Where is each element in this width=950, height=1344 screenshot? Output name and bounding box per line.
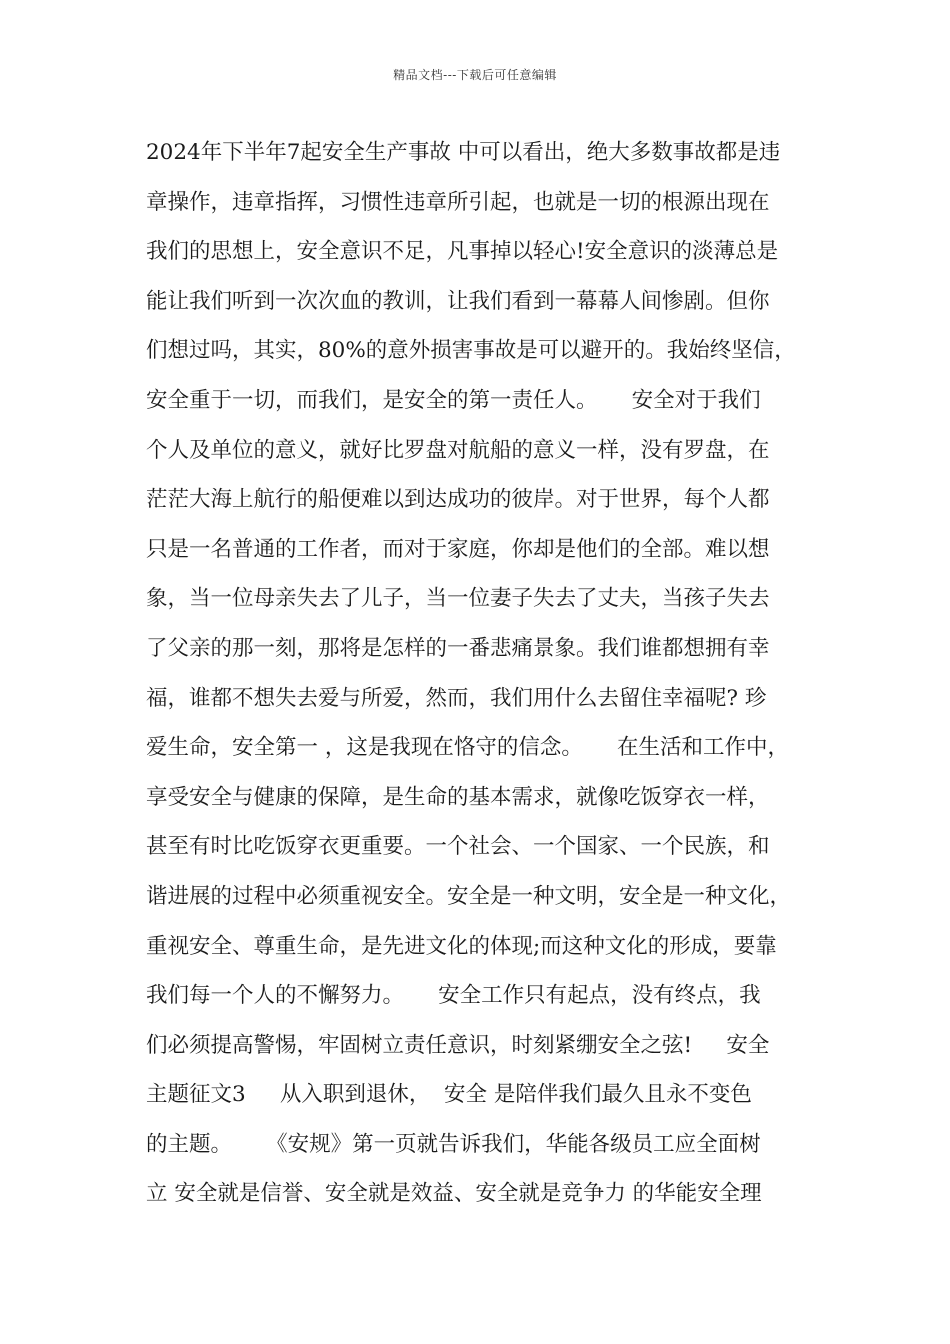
body-line: 茫茫大海上航行的船便难以到达成功的彼岸。对于世界，每个人都: [146, 487, 770, 513]
body-line: 福，谁都不想失去爱与所爱，然而，我们用什么去留住幸福呢? 珍: [146, 685, 767, 711]
body-line: 我们的思想上，安全意识不足，凡事掉以轻心!安全意识的淡薄总是: [146, 239, 779, 265]
body-line: 主题征文3 从入职到退休， 安全 是陪伴我们最久且永不变色: [146, 1082, 752, 1108]
body-line: 享受安全与健康的保障，是生命的基本需求，就像吃饭穿衣一样，: [146, 784, 770, 810]
body-line: 们必须提高警惕，牢固树立责任意识，时刻紧绷安全之弦! 安全: [146, 1032, 770, 1058]
body-line: 立 安全就是信誉、安全就是效益、安全就是竞争力 的华能安全理: [146, 1181, 762, 1207]
document-body: [146, 128, 836, 1219]
page-header: 精品文档---下载后可任意编辑: [393, 68, 557, 82]
body-line: 爱生命，安全第一 ，这是我现在恪守的信念。 在生活和工作中，: [146, 735, 790, 761]
body-line: 的主题。 《安规》第一页就告诉我们，华能各级员工应全面树: [146, 1131, 761, 1157]
body-line: 了父亲的那一刻，那将是怎样的一番悲痛景象。我们谁都想拥有幸: [146, 635, 770, 661]
body-line: 们想过吗，其实，80%的意外损害事故是可以避开的。我始终坚信，: [146, 338, 796, 364]
body-line: 我们每一个人的不懈努力。 安全工作只有起点，没有终点，我: [146, 983, 761, 1009]
body-line: 章操作，违章指挥，习惯性违章所引起，也就是一切的根源出现在: [146, 189, 770, 215]
body-line: 只是一名普通的工作者，而对于家庭，你却是他们的全部。难以想: [146, 536, 770, 562]
body-line: 谐进展的过程中必须重视安全。安全是一种文明，安全是一种文化，: [146, 883, 792, 909]
body-line: 重视安全、尊重生命，是先进文化的体现;而这种文化的形成，要靠: [146, 933, 777, 959]
body-line: 象，当一位母亲失去了儿子，当一位妻子失去了丈夫，当孩子失去: [146, 586, 770, 612]
body-line: 安全重于一切，而我们，是安全的第一责任人。 安全对于我们: [146, 387, 761, 413]
body-line: 个人及单位的意义，就好比罗盘对航船的意义一样，没有罗盘，在: [146, 437, 770, 463]
body-line: 甚至有时比吃饭穿衣更重要。一个社会、一个国家、一个民族，和: [146, 834, 770, 860]
body-line: 能让我们听到一次次血的教训，让我们看到一幕幕人间惨剧。但你: [146, 288, 770, 314]
body-line: 2024年下半年7起安全生产事故 中可以看出，绝大多数事故都是违: [146, 140, 781, 165]
